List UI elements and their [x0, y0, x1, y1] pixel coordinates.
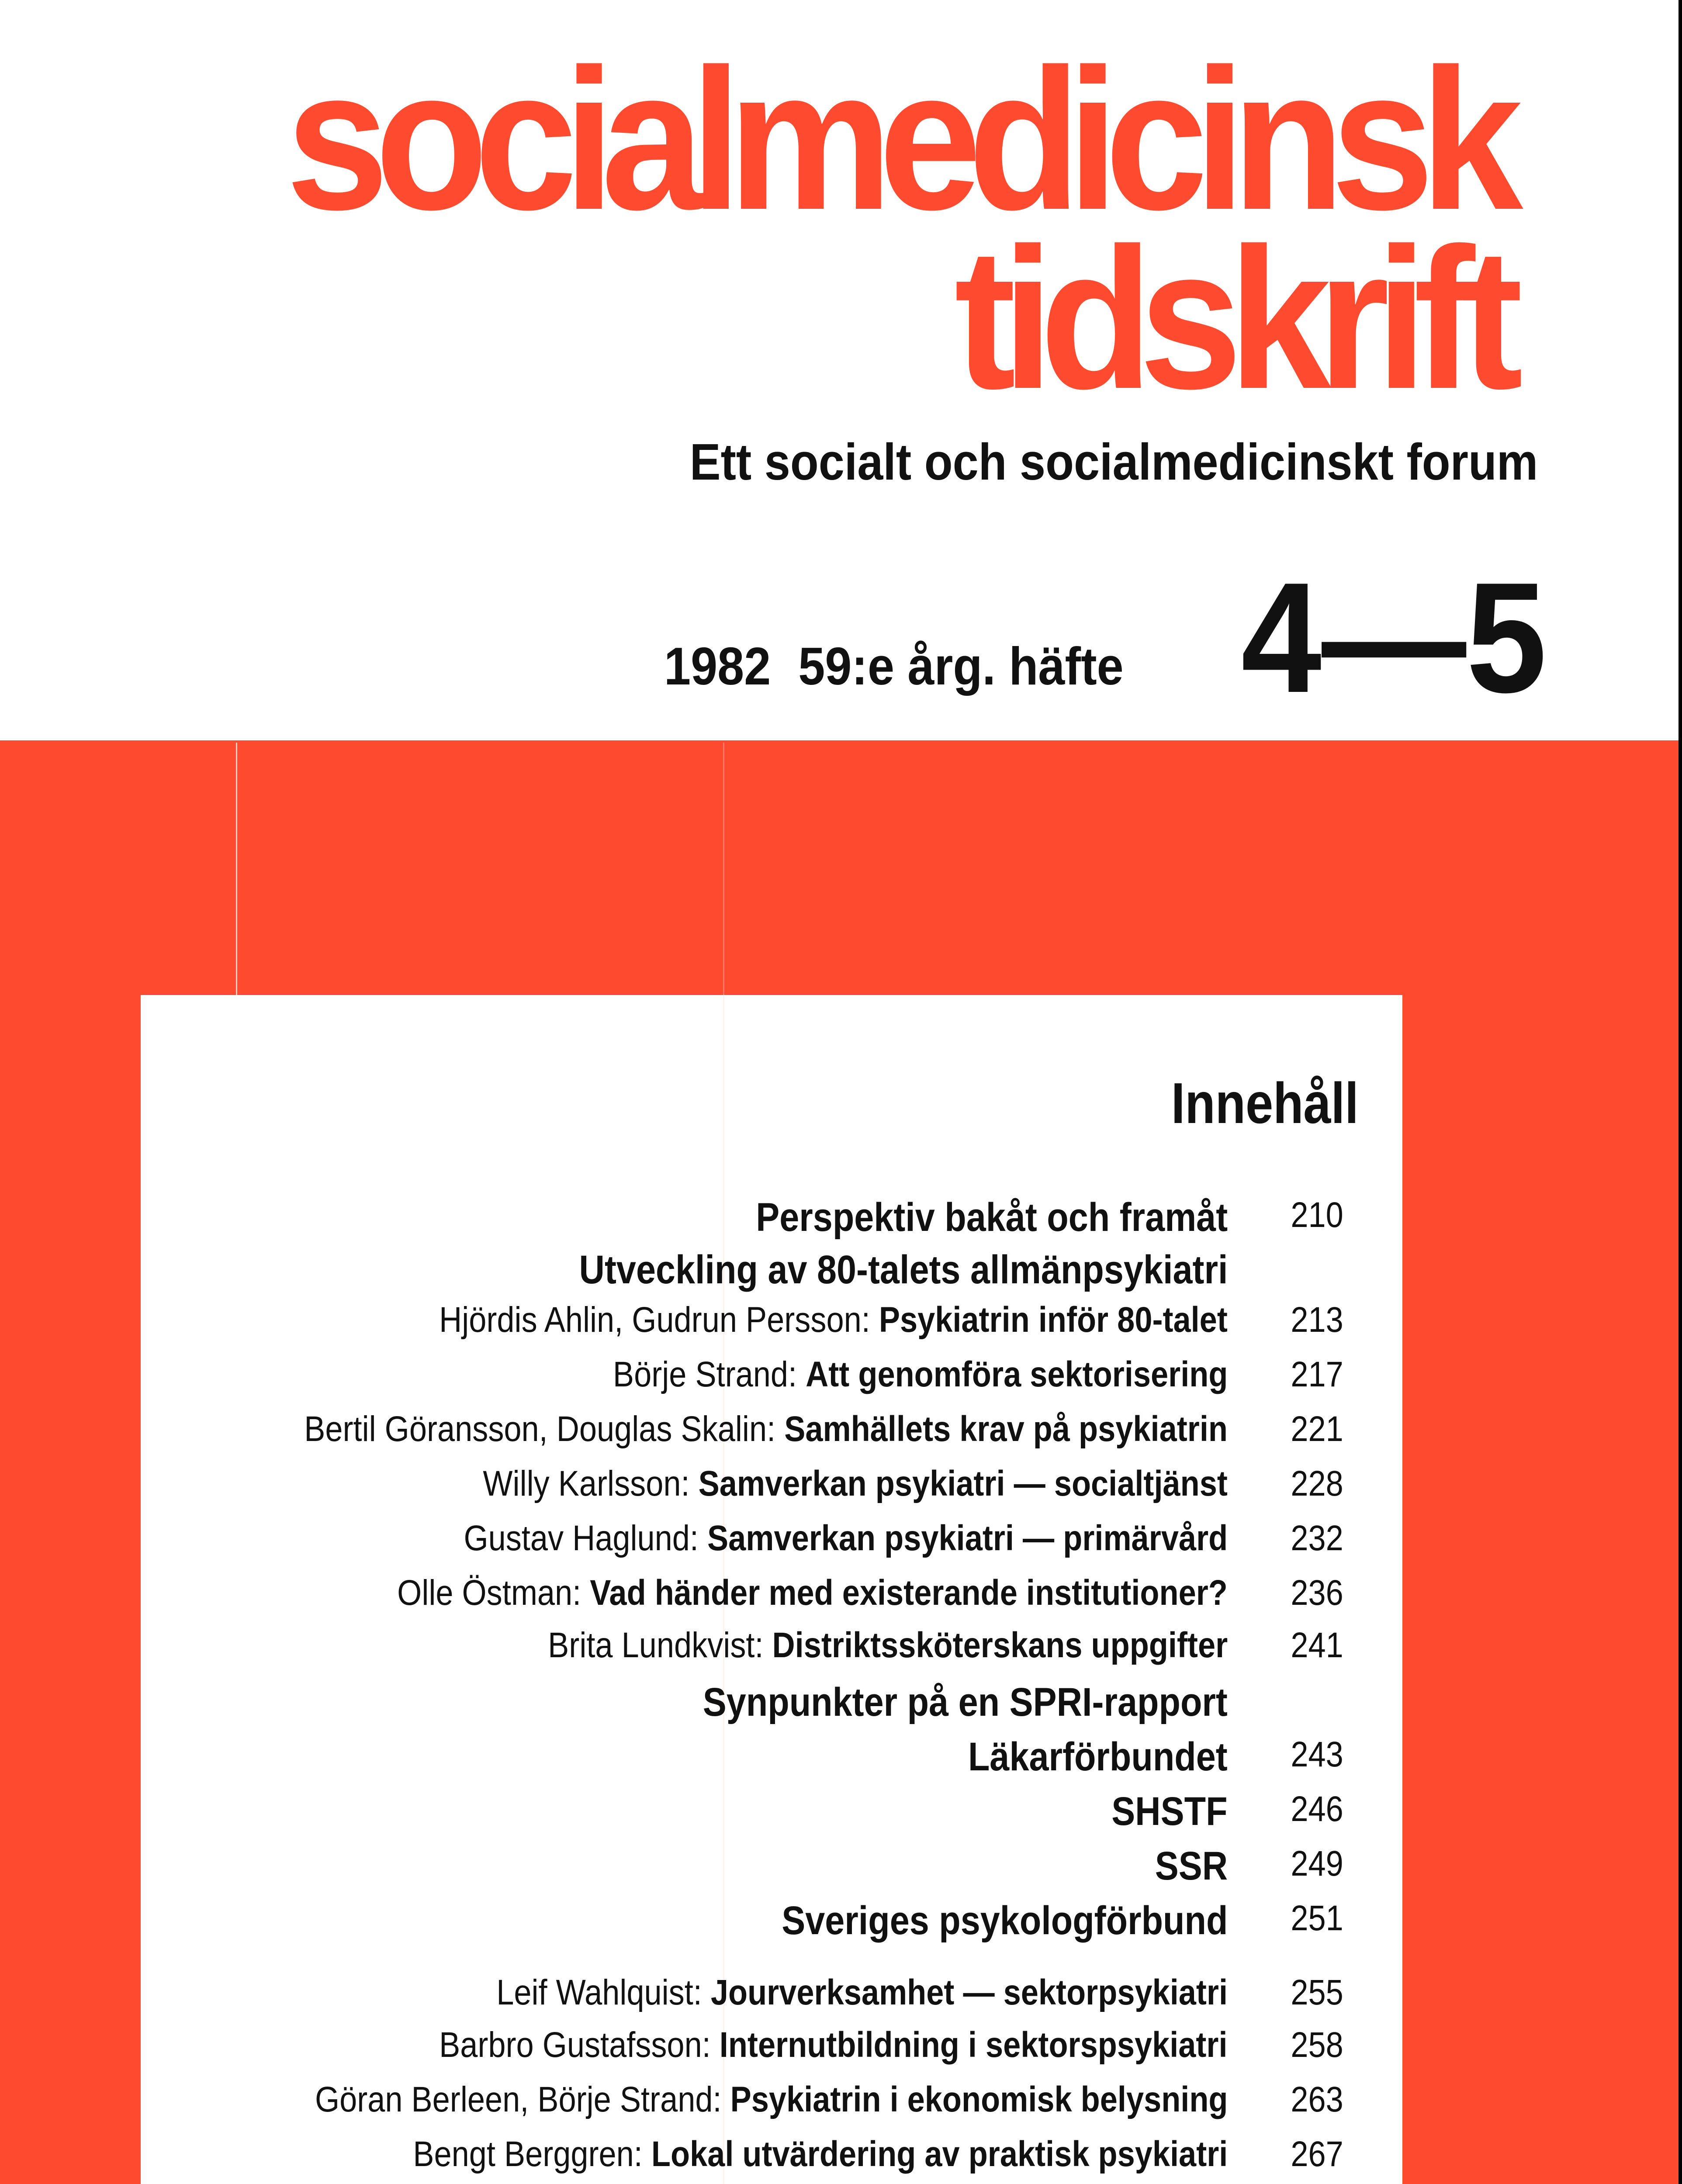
toc-entry	[0, 1409, 1682, 1457]
toc-title: Läkarförbundet	[968, 1735, 1228, 1779]
toc-title: SHSTF	[1111, 1789, 1228, 1834]
toc-page-number: 243	[1291, 1735, 1343, 1774]
toc-page-number: 246	[1291, 1789, 1343, 1829]
volume: 59:e årg. häfte	[798, 636, 1124, 696]
toc-title: Perspektiv bakåt och framåt	[756, 1195, 1228, 1240]
toc-page-number: 210	[1291, 1195, 1343, 1235]
toc-entry-text	[464, 1518, 1228, 1559]
toc-entry-text	[782, 1898, 1228, 1944]
issue-number: 4—5	[1241, 550, 1547, 726]
toc-page-number: 213	[1291, 1300, 1343, 1340]
toc-author: Göran Berleen, Börje Strand:	[315, 2080, 730, 2119]
year: 1982	[664, 636, 771, 696]
issue-info	[664, 636, 1151, 697]
toc-entry-text	[315, 2079, 1228, 2120]
toc-author: Barbro Gustafsson:	[439, 2025, 720, 2065]
toc-author: Willy Karlsson:	[483, 1464, 699, 1503]
toc-title: Psykiatrin i ekonomisk belysning	[730, 2080, 1228, 2119]
toc-entry	[0, 1679, 1682, 1728]
toc-page-number: 232	[1291, 1518, 1343, 1558]
toc-title: SSR	[1155, 1844, 1228, 1888]
toc-entry-text	[756, 1195, 1228, 1241]
toc-title: Samverkan psykiatri — primärvård	[707, 1518, 1228, 1558]
toc-title: Internutbildning i sektorspsykiatri	[720, 2025, 1228, 2065]
toc-page-number: 221	[1291, 1409, 1343, 1449]
toc-title: Synpunkter på en SPRI-rapport	[703, 1680, 1228, 1724]
toc-author: Bertil Göransson, Douglas Skalin:	[304, 1409, 785, 1449]
toc-author: Bengt Berggren:	[412, 2134, 651, 2174]
toc-title: Samhällets krav på psykiatrin	[784, 1409, 1228, 1449]
toc-author: Olle Östman:	[397, 1573, 590, 1613]
toc-entry	[0, 1247, 1682, 1295]
toc-author: Hjördis Ahlin, Gudrun Persson:	[439, 1300, 879, 1340]
toc-entry-text	[439, 1299, 1228, 1341]
toc-entry-text	[579, 1247, 1228, 1293]
toc-entry	[0, 1354, 1682, 1402]
toc-entry	[0, 1972, 1682, 2020]
toc-page-number: 267	[1291, 2134, 1343, 2174]
toc-page-number: 255	[1291, 1973, 1343, 2012]
toc-entry-text	[439, 2025, 1228, 2066]
toc-entry-text	[304, 1409, 1228, 1450]
toc-title: Sveriges psykologförbund	[781, 1898, 1228, 1943]
toc-heading: Innehåll	[1171, 1071, 1359, 1135]
journal-title-line1: socialmedicinsk	[286, 28, 1509, 252]
toc-author: Leif Wahlquist:	[496, 1973, 711, 2012]
toc-entry-text	[413, 2134, 1228, 2175]
toc-entry	[0, 1843, 1682, 1891]
toc-entry-text	[496, 1972, 1228, 2013]
journal-title-line2: tidskrift	[954, 207, 1509, 431]
toc-entry-text	[613, 1354, 1228, 1395]
toc-title: Jourverksamhet — sektorpsykiatri	[710, 1973, 1228, 2012]
toc-entry	[0, 2025, 1682, 2073]
toc-entry	[0, 1789, 1682, 1837]
toc-entry-text	[483, 1463, 1228, 1504]
toc-page-number: 241	[1291, 1625, 1343, 1665]
toc-title: Distriktssköterskans uppgifter	[772, 1625, 1228, 1665]
toc-entry	[0, 1195, 1682, 1243]
toc-entry-text	[397, 1572, 1228, 1614]
toc-entry-text	[1155, 1843, 1228, 1889]
toc-entry	[0, 2079, 1682, 2127]
toc-title: Att genomföra sektorisering	[805, 1355, 1228, 1394]
toc-entry-text	[1112, 1789, 1228, 1835]
toc-entry	[0, 1898, 1682, 1946]
toc-page-number: 249	[1291, 1844, 1343, 1883]
toc-entry-text	[968, 1734, 1228, 1780]
toc-page-number: 258	[1291, 2025, 1343, 2065]
toc-page-number: 228	[1291, 1464, 1343, 1503]
toc-title: Samverkan psykiatri — socialtjänst	[698, 1464, 1228, 1503]
toc-entry	[0, 1572, 1682, 1621]
toc-author: Börje Strand:	[613, 1355, 806, 1394]
toc-title: Utveckling av 80-talets allmänpsykiatri	[579, 1248, 1228, 1292]
toc-title: Vad händer med existerande institutioner?	[590, 1573, 1228, 1613]
toc-title: Psykiatrin inför 80-talet	[879, 1300, 1228, 1340]
toc-entry	[0, 1463, 1682, 1511]
toc-page-number: 263	[1291, 2080, 1343, 2119]
toc-title: Lokal utvärdering av praktisk psykiatri	[651, 2134, 1228, 2174]
toc-page-number: 217	[1291, 1355, 1343, 1394]
toc-entry-text	[548, 1625, 1228, 1666]
toc-entry-text	[703, 1679, 1228, 1725]
toc-author: Brita Lundkvist:	[548, 1625, 772, 1665]
toc-entry	[0, 1625, 1682, 1673]
toc-author: Gustav Haglund:	[464, 1518, 707, 1558]
toc-page-number: 236	[1291, 1573, 1343, 1613]
tagline: Ett socialt och socialmedicinskt forum	[689, 433, 1538, 491]
toc-entry	[0, 2134, 1682, 2182]
toc-entry	[0, 1734, 1682, 1782]
toc-page-number: 251	[1291, 1898, 1343, 1938]
toc-entry	[0, 1299, 1682, 1348]
toc-entry	[0, 1518, 1682, 1566]
